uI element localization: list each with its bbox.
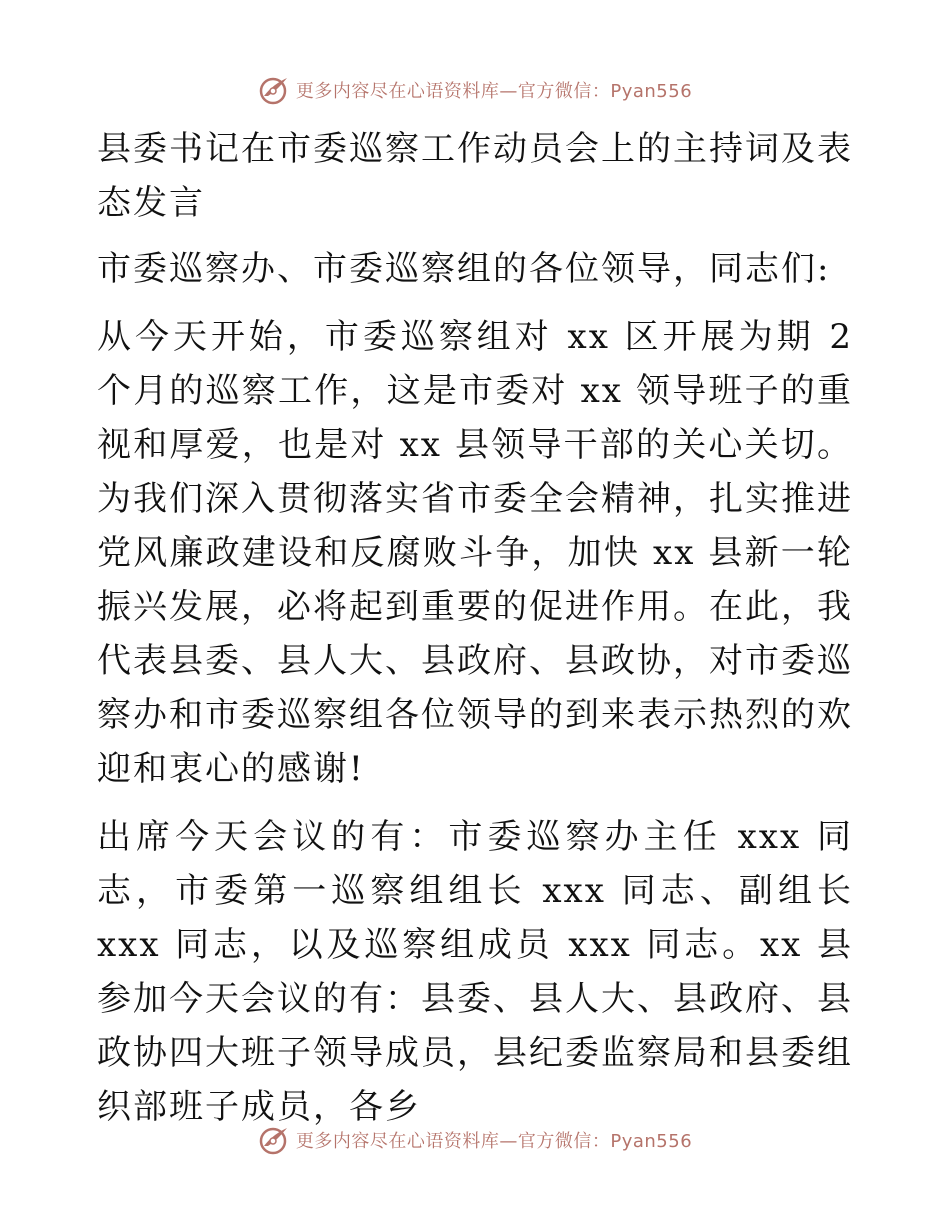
document-title: 县委书记在市委巡察工作动员会上的主持词及表态发言: [97, 129, 853, 223]
paragraph-greeting: 市委巡察办、市委巡察组的各位领导，同志们:: [97, 249, 831, 289]
footer-watermark: [0, 1120, 950, 1160]
paragraph-opening: 从今天开始，市委巡察组对 xx 区开展为期 2 个月的巡察工作，这是市委对 xx 领导班子的重视和厚爱，也是对 xx 县领导干部的关心关切。为我们深入贯彻落实省市委全会精神，扎实推进党风廉政建设和反腐败斗争，加快 xx 县新一轮振兴发展，必将起到重要的促进作用。在此，我代表县委、县人大、县政府、县政协，对市委巡察办和市委巡察组各位领导的到来表示热烈的欢迎和衷心的感谢!: [97, 317, 853, 789]
paragraph-attendees: 出席今天会议的有：市委巡察办主任 xxx 同志，市委第一巡察组组长 xxx 同志、副组长 xxx 同志，以及巡察组成员 xxx 同志。xx 县参加今天会议的有：县委、县人大、县政府、县政协四大班子领导成员，县纪委监察局和县委组织部班子成员，各乡: [97, 817, 853, 1127]
quill-pen-logo-icon: [258, 1124, 290, 1156]
header-watermark: [0, 70, 950, 110]
document-body: [97, 122, 853, 1148]
watermark-text: 更多内容尽在心语资料库—官方微信：Pyan556: [295, 81, 693, 102]
quill-pen-logo-icon: [258, 74, 290, 106]
watermark-text: 更多内容尽在心语资料库—官方微信：Pyan556: [295, 1131, 693, 1152]
